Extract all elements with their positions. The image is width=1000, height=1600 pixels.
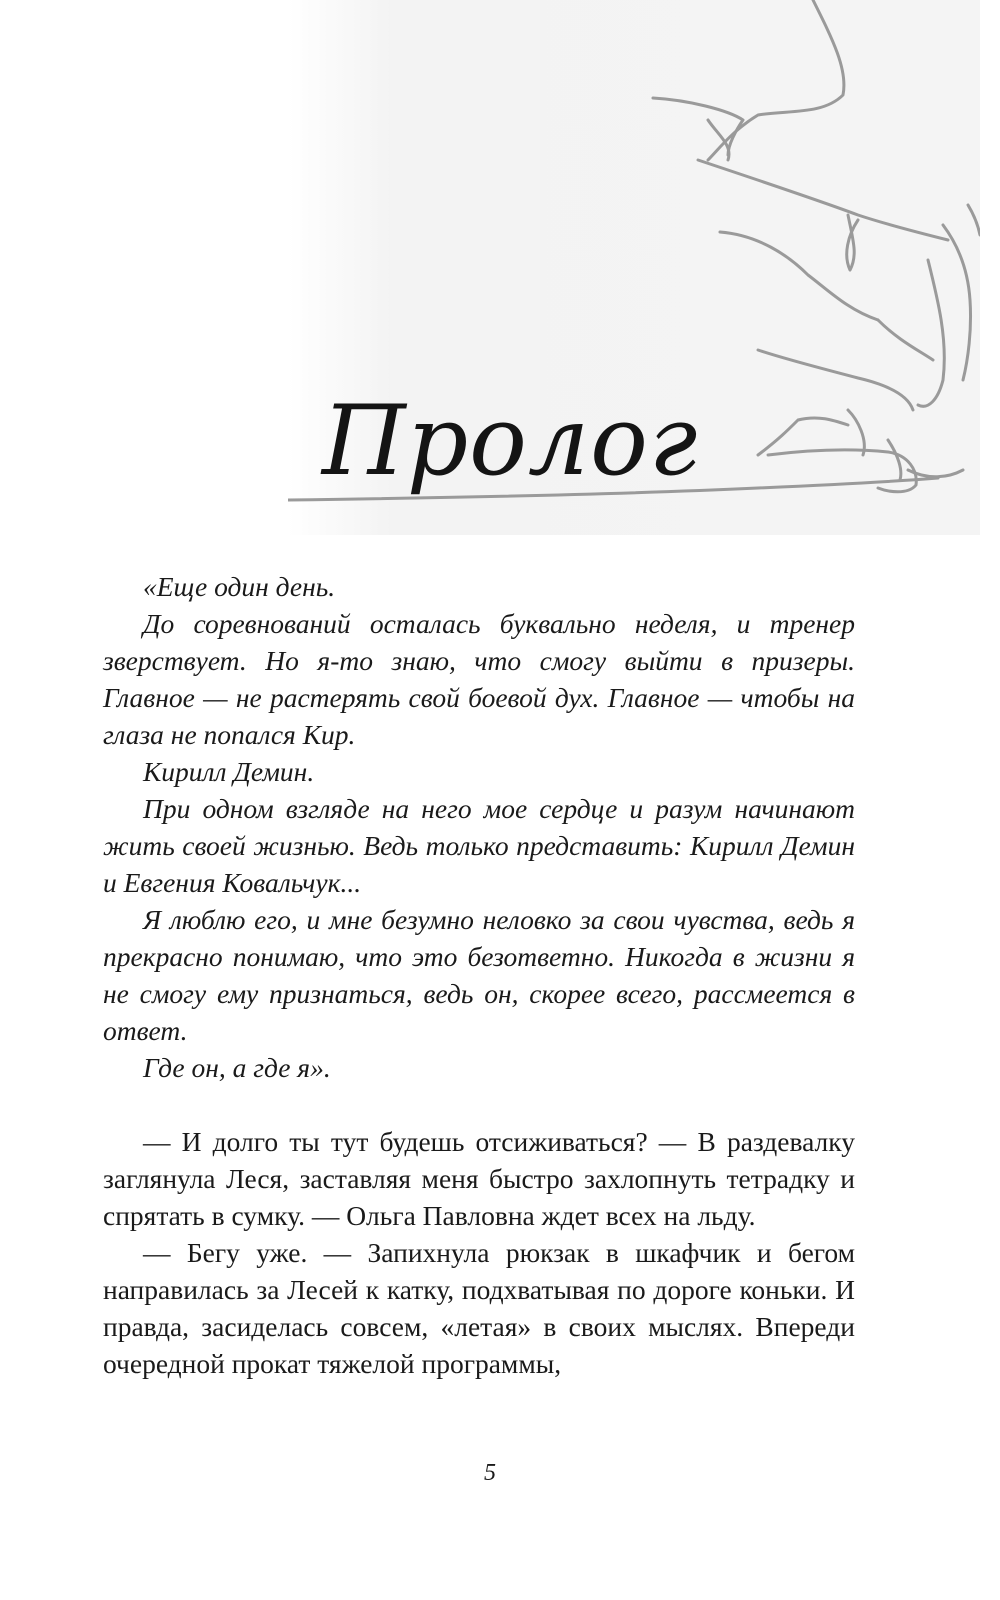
narrative-text xyxy=(103,1123,855,1382)
diary-paragraph: При одном взгляде на него мое сердце и разум начинают жить своей жизнью. Ведь только представить: Кирилл Демин и Евгения Ковальчук... xyxy=(103,793,855,898)
diary-entry xyxy=(103,568,855,1086)
diary-paragraph: Где он, а где я». xyxy=(143,1052,331,1083)
diary-paragraph: Кирилл Демин. xyxy=(143,756,315,787)
diary-paragraph: Я люблю его, и мне безумно неловко за свои чувства, ведь я прекрасно понимаю, что это безответно. Никогда в жизни я не смогу ему признаться, ведь он, скорее всего, рассмеется в ответ. xyxy=(103,904,855,1046)
narrative-paragraph: — И долго ты тут будешь отсиживаться? — В раздевалку заглянула Леся, заставляя меня быстро захлопнуть тетрадку и спрятать в сумку. — Ольга Павловна ждет всех на льду. xyxy=(103,1126,855,1231)
narrative-paragraph: — Бегу уже. — Запихнула рюкзак в шкафчик и бегом направилась за Лесей к катку, подхватывая по дороге коньки. И правда, засиделась совсем, «летая» в своих мыслях. Впереди очередной прокат тяжелой программы, xyxy=(103,1237,855,1379)
page-number: 5 xyxy=(484,1460,496,1486)
diary-paragraph: До соревнований осталась буквально неделя, и тренер зверствует. Но я-то знаю, что смогу выйти в призеры. Главное — не растерять свой боевой дух. Главное — чтобы на глаза не попался Кир. xyxy=(103,608,855,750)
chapter-title: Пролог xyxy=(322,385,699,497)
diary-paragraph: «Еще один день. xyxy=(143,571,336,602)
